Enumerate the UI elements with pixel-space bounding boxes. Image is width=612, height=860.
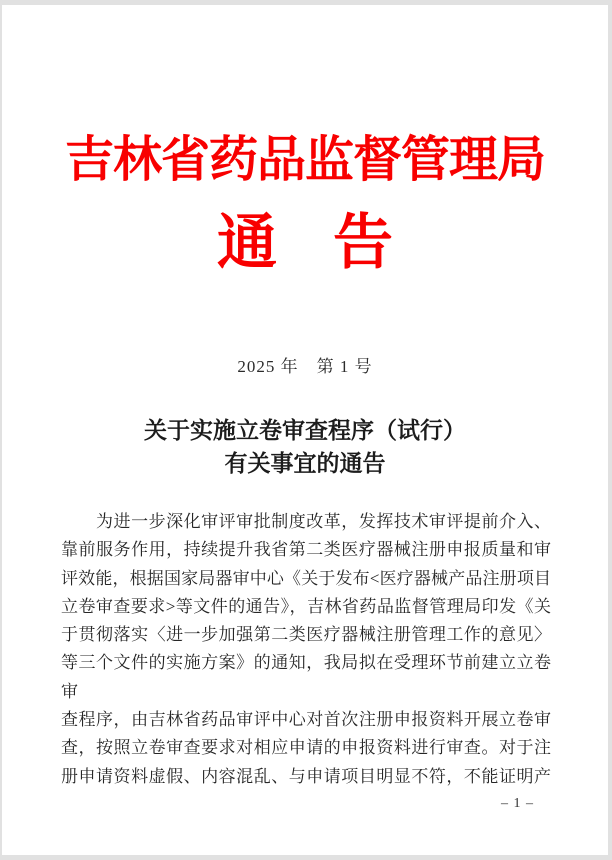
body-line-6: 等三个文件的实施方案》的通知，我局拟在受理环节前建立立卷审 — [61, 653, 551, 701]
notice-title — [2, 414, 608, 480]
page-number: – 1 – — [501, 796, 534, 811]
notice-page — [2, 5, 608, 855]
body-line-7: 查程序，由吉林省药品审评中心对首次注册申报资料开展立卷审 — [61, 710, 551, 730]
body-line-9: 册申请资料虚假、内容混乱、与申请项目明显不符，不能证明产 — [61, 766, 551, 786]
issue-number-line: 2025 年 第 1 号 — [237, 357, 373, 376]
notice-title-line2: 有关事宜的通告 — [224, 451, 386, 476]
body-line-2: 靠前服务作用，持续提升我省第二类医疗器械注册申报质量和审 — [61, 540, 551, 560]
doc-type-char-2: 告 — [333, 210, 393, 276]
notice-title-line1: 关于实施立卷审查程序（试行） — [144, 418, 466, 443]
doc-type-title — [2, 208, 608, 278]
body-line-5: 于贯彻落实〈进一步加强第二类医疗器械注册管理工作的意见〉 — [61, 625, 551, 645]
body-line-3: 评效能，根据国家局器审中心《关于发布<医疗器械产品注册项目 — [61, 568, 551, 588]
notice-body — [61, 508, 551, 791]
doc-type-char-1: 通 — [217, 210, 277, 276]
body-line-4: 立卷审查要求>等文件的通告》，吉林省药品监督管理局印发《关 — [61, 596, 551, 616]
body-line-8: 查，按照立卷审查要求对相应申请的申报资料进行审查。对于注 — [61, 738, 551, 758]
agency-name: 吉林省药品监督管理局 — [64, 132, 545, 187]
body-line-1: 为进一步深化审评审批制度改革，发挥技术审评提前介入、 — [61, 512, 551, 531]
